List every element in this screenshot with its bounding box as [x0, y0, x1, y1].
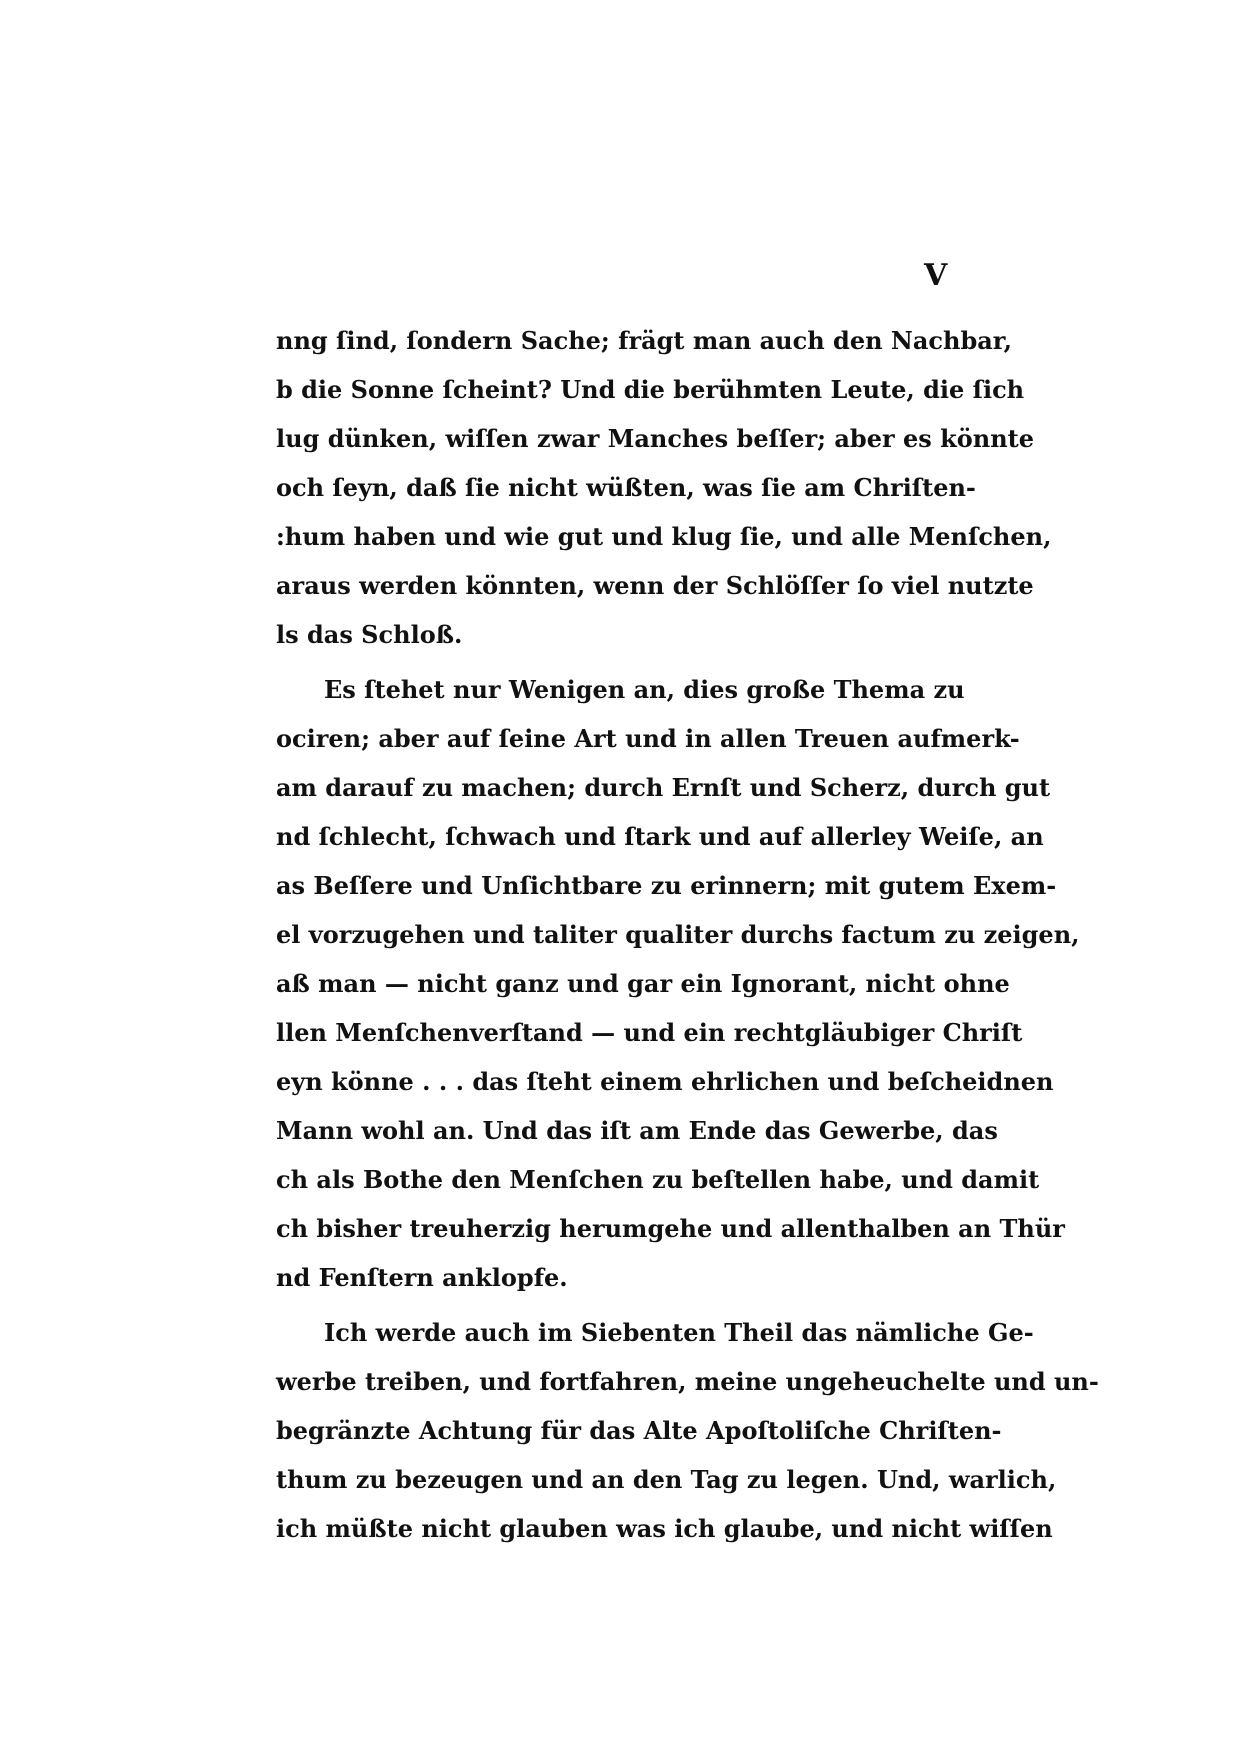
text-line: ich müßte nicht glauben was ich glaube, und nicht wiſſen [276, 1514, 1053, 1543]
text-line: thum zu bezeugen und an den Tag zu legen. Und, warlich, [276, 1465, 1057, 1494]
paragraph [276, 665, 1080, 1302]
text-line: ch als Bothe den Menſchen zu beſtellen habe, und damit [276, 1165, 1040, 1194]
text-line: ch bisher treuherzig herumgehe und allenthalben an Thür [276, 1214, 1065, 1243]
text-line: ls das Schloß. [276, 620, 463, 649]
text-line: Es ſtehet nur Wenigen an, dies große Thema zu [324, 675, 965, 704]
text-line: lug dünken, wiſſen zwar Manches beſſer; aber es könnte [276, 424, 1035, 453]
text-line: :hum haben und wie gut und klug ſie, und alle Menſchen, [276, 522, 1052, 551]
text-line: aß man — nicht ganz und gar ein Ignorant, nicht ohne [276, 969, 1010, 998]
text-line: ociren; aber auf ſeine Art und in allen Treuen aufmerk- [276, 724, 1020, 753]
text-line: am darauf zu machen; durch Ernſt und Scherz, durch gut [276, 773, 1051, 802]
text-line: nd Fenſtern anklopfe. [276, 1263, 568, 1292]
text-line: araus werden könnten, wenn der Schlöſſer ſo viel nutzte [276, 571, 1034, 600]
text-line: nd ſchlecht, ſchwach und ſtark und auf allerley Weiſe, an [276, 822, 1044, 851]
text-line: och ſeyn, daß ſie nicht wüßten, was ſie am Chriſten- [276, 473, 976, 502]
text-line: werbe treiben, und fortfahren, meine ungeheuchelte und un- [276, 1367, 1099, 1396]
text-line: eyn könne . . . das ſteht einem ehrlichen und beſcheidnen [276, 1067, 1054, 1096]
text-line: llen Menſchenverſtand — und ein rechtgläubiger Chriſt [276, 1018, 1023, 1047]
text-line: Mann wohl an. Und das iſt am Ende das Gewerbe, das [276, 1116, 998, 1145]
text-line: Ich werde auch im Siebenten Theil das nämliche Ge- [324, 1318, 1034, 1347]
page-number: V [924, 258, 949, 293]
body-text [276, 316, 1099, 1553]
text-line: el vorzugehen und taliter qualiter durchs factum zu zeigen, [276, 920, 1080, 949]
text-line: b die Sonne ſcheint? Und die berühmten Leute, die ſich [276, 375, 1025, 404]
paragraph [276, 1308, 1099, 1553]
text-line: begränzte Achtung für das Alte Apoſtoliſche Chriſten- [276, 1416, 1002, 1445]
paragraph [276, 316, 1052, 659]
text-line: as Beſſere und Unſichtbare zu erinnern; mit gutem Exem- [276, 871, 1057, 900]
text-line: nng ſind, ſondern Sache; frägt man auch den Nachbar, [276, 326, 1013, 355]
